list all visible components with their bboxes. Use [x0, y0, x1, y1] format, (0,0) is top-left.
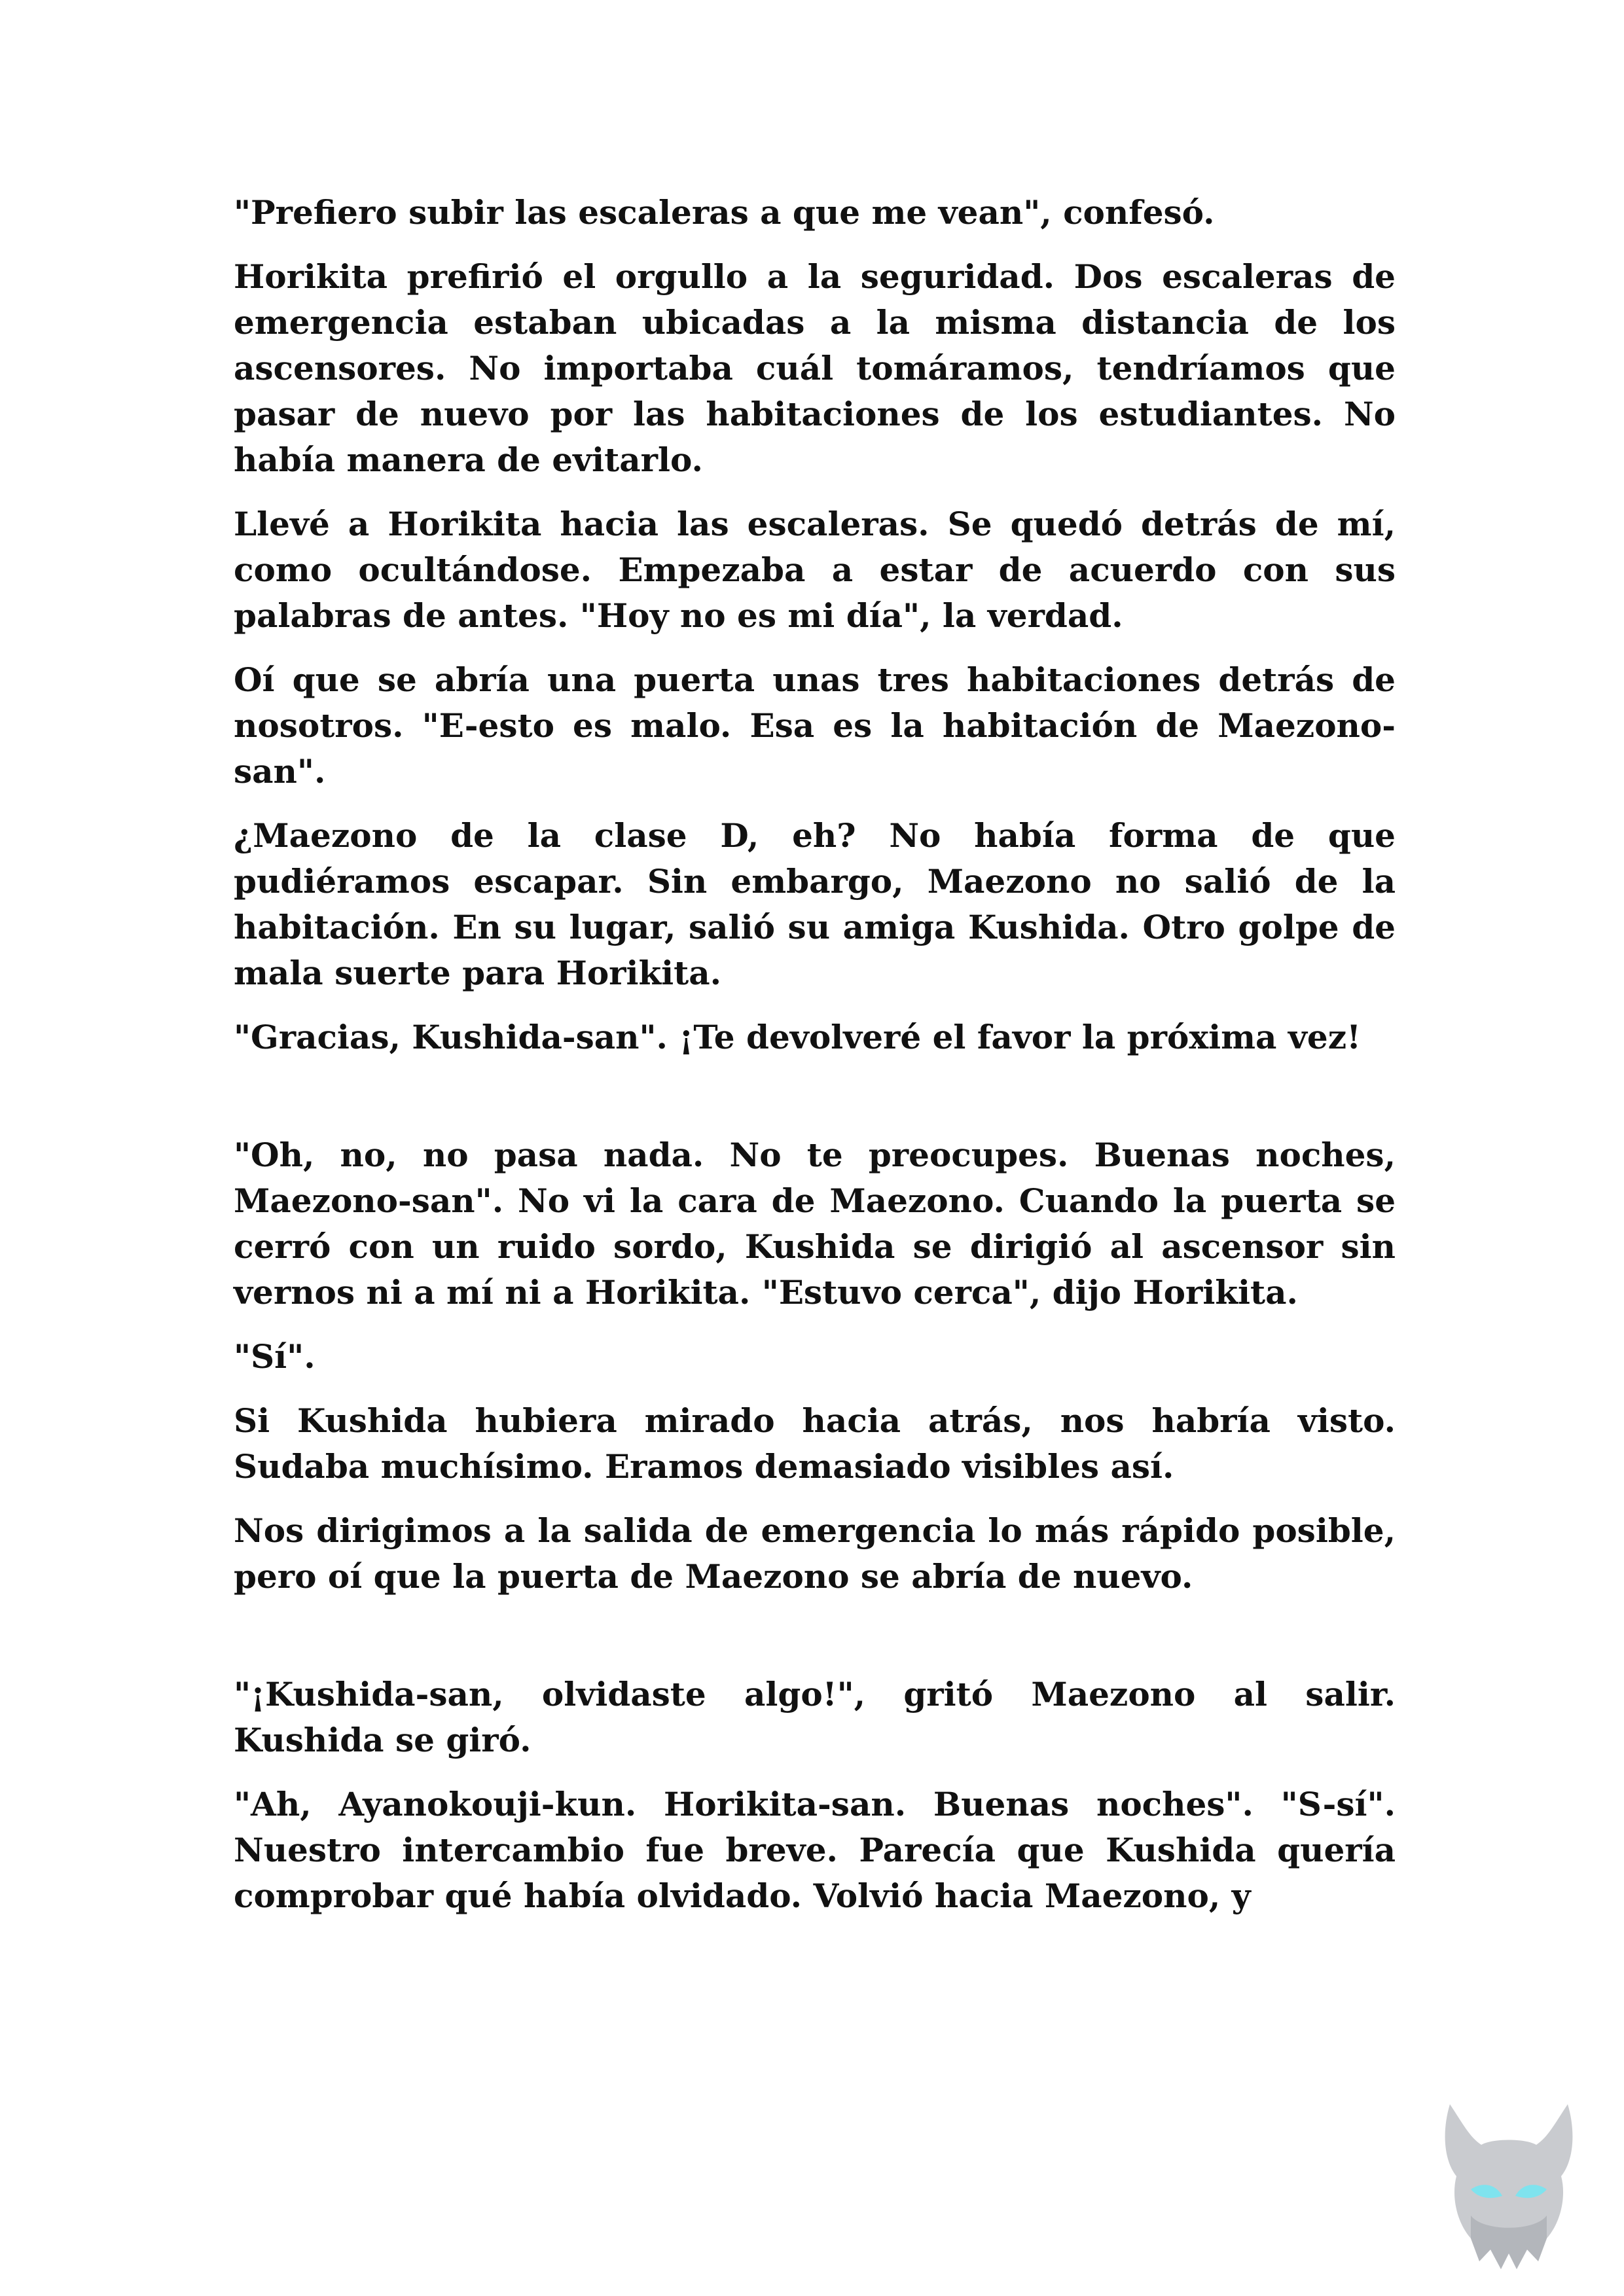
paragraph: Oí que se abría una puerta unas tres habitaciones detrás de nosotros. "E-esto es malo. Esa es la habitación de Maezono-san". [234, 660, 1396, 791]
paragraph: Horikita prefirió el orgullo a la seguridad. Dos escaleras de emergencia estaban ubicadas a la misma distancia de los ascensores. No importaba cuál tomáramos, tendríamos que pasar de nuevo por las habitaciones de los estudiantes. No había manera de evitarlo. [234, 257, 1396, 479]
document-body [234, 190, 1396, 1937]
paragraph: "Ah, Ayanokouji-kun. Horikita-san. Buenas noches". "S-sí". Nuestro intercambio fue breve. Parecía que Kushida quería comprobar qué había olvidado. Volvió hacia Maezono, y [234, 1785, 1396, 1915]
paragraph: "¡Kushida-san, olvidaste algo!", gritó Maezono al salir. Kushida se giró. [234, 1675, 1396, 1759]
paragraph: Si Kushida hubiera mirado hacia atrás, nos habría visto. Sudaba muchísimo. Eramos demasiado visibles así. [234, 1401, 1396, 1486]
paragraph: Llevé a Horikita hacia las escaleras. Se quedó detrás de mí, como ocultándose. Empezaba a estar de acuerdo con sus palabras de antes. "Hoy no es mi día", la verdad. [234, 505, 1396, 635]
paragraph: "Gracias, Kushida-san". ¡Te devolveré el favor la próxima vez! [234, 1018, 1362, 1056]
demon-head-logo-icon [1430, 2098, 1587, 2274]
paragraph: Nos dirigimos a la salida de emergencia lo más rápido posible, pero oí que la puerta de Maezono se abría de nuevo. [234, 1511, 1396, 1596]
paragraph: "Prefiero subir las escaleras a que me vean", confesó. [234, 193, 1215, 232]
paragraph: "Sí". [234, 1337, 316, 1376]
paragraph: ¿Maezono de la clase D, eh? No había forma de que pudiéramos escapar. Sin embargo, Maezono no salió de la habitación. En su lugar, salió su amiga Kushida. Otro golpe de mala suerte para Horikita. [234, 816, 1396, 992]
paragraph: "Oh, no, no pasa nada. No te preocupes. Buenas noches, Maezono-san". No vi la cara de Maezono. Cuando la puerta se cerró con un ruido sordo, Kushida se dirigió al ascensor sin vernos ni a mí ni a Horikita. "Estuvo cerca", dijo Horikita. [234, 1136, 1396, 1312]
